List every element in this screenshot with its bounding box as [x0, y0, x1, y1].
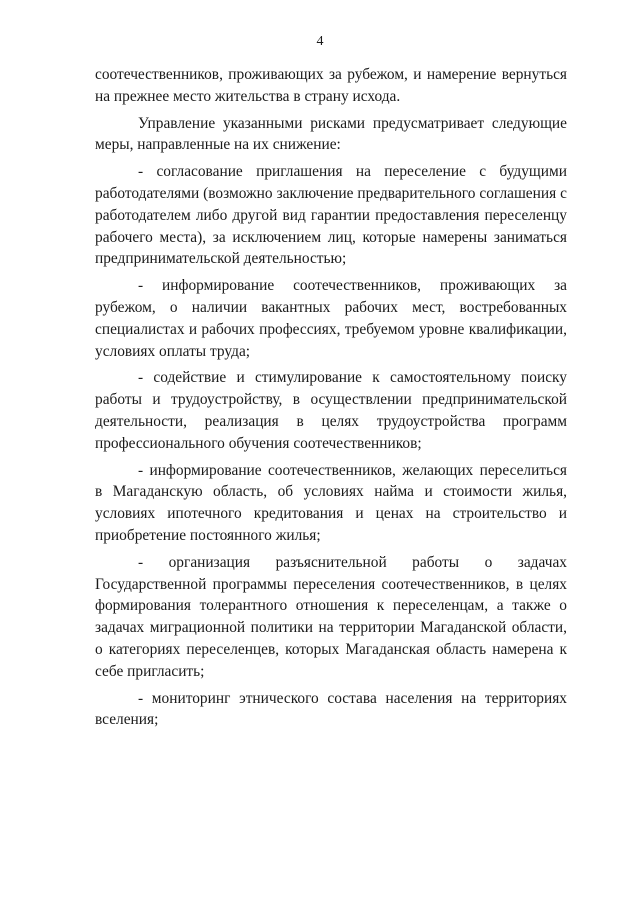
- paragraph-continuation: соотечественников, проживающих за рубежом, и намерение вернуться на прежнее место жительства в страну исхода.: [95, 66, 567, 105]
- paragraph-risk-management-intro: Управление указанными рисками предусматривает следующие меры, направленные на их снижение:: [95, 114, 567, 154]
- paragraph-measure-ethnic-monitoring: - мониторинг этнического состава населения на территориях вселения;: [95, 689, 567, 729]
- paragraph-measure-employment-support: - содействие и стимулирование к самостоятельному поиску работы и трудоустройству, в осуществлении предпринимательской деятельности, реализация в целях трудоустройства программ профессионального обучения соотечественников;: [95, 369, 567, 452]
- paragraph-measure-explanatory-work: - организация разъяснительной работы о задачах Государственной программы переселения соотечественников, в целях формирования толерантного отношения к переселенцам, а также о задачах миграционной политики на территории Магаданской области, о категориях переселенцев, которых Магаданская область намерена к себе пригласить;: [95, 553, 567, 680]
- document-body: [95, 64, 567, 736]
- page-number: 4: [316, 34, 324, 49]
- paragraph-measure-invitation-agreement: - согласование приглашения на переселение с будущими работодателями (возможно заключение предварительного соглашения с работодателем либо другой вид гарантии предоставления переселенцу рабочего места), за исключением лиц, которые намерены заниматься предпринимательской деятельностью;: [95, 163, 567, 268]
- paragraph-measure-vacancy-information: - информирование соотечественников, проживающих за рубежом, о наличии вакантных рабочих мест, востребованных специалистах и рабочих профессиях, требуемом уровне квалификации, условиях оплаты труда;: [95, 277, 567, 360]
- paragraph-measure-housing-information: - информирование соотечественников, желающих переселиться в Магаданскую область, об условиях найма и стоимости жилья, условиях ипотечного кредитования и ценах на строительство и приобретение постоянного жилья;: [95, 461, 567, 544]
